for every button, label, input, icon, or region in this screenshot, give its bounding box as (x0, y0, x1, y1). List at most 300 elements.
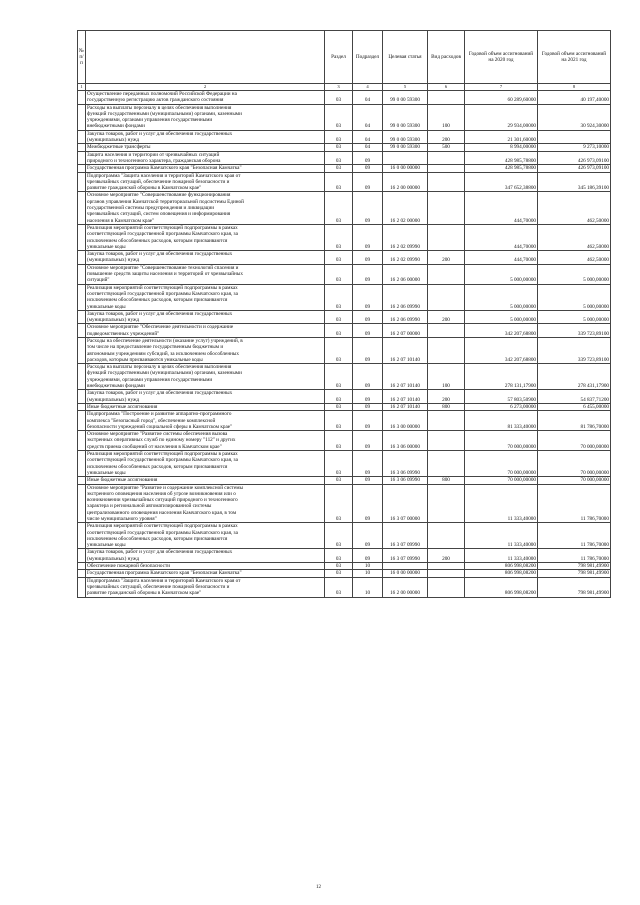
table-row (78, 337, 611, 363)
podrazdel-cell: 09 (353, 310, 383, 324)
amount-2021-cell: 339 723,89100 (538, 324, 611, 338)
vr-cell (428, 563, 465, 570)
amount-2020-cell: 428 985,78800 (465, 151, 538, 165)
razdel-cell: 03 (325, 403, 353, 410)
amount-2020-cell: 278 131,17900 (465, 364, 538, 390)
row-name-cell (86, 523, 325, 549)
table-row (78, 151, 611, 165)
row-name-line: Основное мероприятие "Развитие системы обеспечения вызова (87, 431, 228, 438)
row-name-cell (86, 172, 325, 192)
razdel-cell: 03 (325, 337, 353, 363)
row-name-line: (муниципальных) нужд (87, 396, 140, 403)
row-name-line: Иные бюджетные ассигнования (87, 403, 158, 410)
row-number-cell (78, 451, 86, 477)
csr-cell: 16 3 07 09990 (383, 523, 428, 549)
csr-cell: 16 2 07 10140 (383, 364, 428, 390)
row-number-cell (78, 104, 86, 130)
header-2021: Годовой объем ассигнований на 2021 год (538, 31, 611, 84)
row-name-cell (86, 151, 325, 165)
row-number-cell (78, 364, 86, 390)
podrazdel-cell: 09 (353, 484, 383, 523)
amount-2021-cell: 278 431,17900 (538, 364, 611, 390)
amount-2021-cell: 11 786,70000 (538, 549, 611, 563)
row-name-line: Государственная программа Камчатского края "Безопасная Камчатка" (87, 165, 242, 172)
podrazdel-cell: 09 (353, 251, 383, 265)
table-row (78, 104, 611, 130)
vr-cell: 200 (428, 130, 465, 144)
amount-2021-cell: 345 186,39100 (538, 172, 611, 192)
row-name-line: Защита населения и территории от чрезвычайных ситуаций (87, 151, 220, 158)
row-name-line: централизованного оповещения населения Камчатского края, в том (87, 509, 237, 516)
csr-cell: 16 2 06 09990 (383, 310, 428, 324)
razdel-cell: 03 (325, 165, 353, 172)
table-row (78, 563, 611, 570)
row-name-line: уникальные коды (87, 469, 126, 476)
table-header (78, 31, 611, 91)
row-name-line: (муниципальных) нужд (87, 257, 140, 264)
table-row (78, 144, 611, 151)
row-number-cell (78, 284, 86, 310)
podrazdel-cell: 09 (353, 337, 383, 363)
row-name-line: характера и региональной автоматизированной системы (87, 503, 212, 510)
amount-2020-cell: 57 803,50900 (465, 390, 538, 404)
razdel-cell: 03 (325, 451, 353, 477)
row-name-line: (муниципальных) нужд (87, 317, 140, 324)
column-number: 4 (353, 84, 383, 91)
row-name-cell (86, 284, 325, 310)
row-name-line: Закупка товаров, работ и услуг для обеспечения государственных (87, 130, 233, 137)
row-number-cell (78, 310, 86, 324)
amount-2020-cell: 11 333,40000 (465, 523, 538, 549)
header-razdel: Раздел (325, 31, 353, 84)
column-number: 5 (383, 84, 428, 91)
vr-cell: 200 (428, 549, 465, 563)
podrazdel-cell: 09 (353, 431, 383, 451)
row-name-cell (86, 411, 325, 431)
csr-cell: 16 3 06 09990 (383, 477, 428, 484)
row-name-line: Основное мероприятие "Развитие и содержание комплексной системы (87, 484, 244, 491)
row-name-cell (86, 390, 325, 404)
csr-cell: 16 3 06 09990 (383, 451, 428, 477)
row-name-cell (86, 144, 325, 151)
razdel-cell: 03 (325, 172, 353, 192)
podrazdel-cell: 04 (353, 91, 383, 105)
row-name-line: Осуществление переданных полномочий Российской Федерации на (87, 91, 237, 97)
row-name-line: расходов, которым присваиваются уникальные коды (87, 356, 203, 363)
csr-cell: 99 0 00 59300 (383, 91, 428, 105)
table-row (78, 172, 611, 192)
header-podrazdel: Подраздел (353, 31, 383, 84)
amount-2020-cell: 428 985,78800 (465, 165, 538, 172)
razdel-cell: 03 (325, 477, 353, 484)
row-number-cell (78, 91, 86, 105)
razdel-cell: 03 (325, 549, 353, 563)
podrazdel-cell: 09 (353, 403, 383, 410)
razdel-cell: 03 (325, 577, 353, 597)
amount-2021-cell: 30 924,30000 (538, 104, 611, 130)
header-name (86, 31, 325, 84)
row-name-line: экстренных оперативных служб по единому номеру "112" и других (87, 437, 236, 444)
row-number-cell (78, 165, 86, 172)
row-name-cell (86, 165, 325, 172)
amount-2021-cell: 70 000,00000 (538, 477, 611, 484)
row-name-line: функций государственными (муниципальными) органами, казенными (87, 370, 242, 377)
podrazdel-cell: 09 (353, 165, 383, 172)
table-row (78, 165, 611, 172)
csr-cell: 99 0 00 59300 (383, 104, 428, 130)
vr-cell (428, 577, 465, 597)
podrazdel-cell: 04 (353, 104, 383, 130)
podrazdel-cell: 09 (353, 477, 383, 484)
header-2020: Годовой объем ассигнований на 2020 год (465, 31, 538, 84)
razdel-cell: 03 (325, 563, 353, 570)
row-name-line: органов управления Камчатской территориальной подсистемы Единой (87, 198, 244, 205)
csr-cell: 16 2 02 09990 (383, 224, 428, 250)
razdel-cell: 03 (325, 144, 353, 151)
csr-cell: 16 2 02 09990 (383, 251, 428, 265)
row-name-line: подведомственных учреждений" (87, 330, 160, 337)
amount-2020-cell: 444,70000 (465, 224, 538, 250)
razdel-cell: 03 (325, 324, 353, 338)
row-name-line: Реализация мероприятий соответствующей подпрограммы в рамках (87, 523, 238, 530)
row-name-line: Основное мероприятие "Обеспечение деятельности и содержание (87, 324, 234, 331)
row-number-cell (78, 264, 86, 284)
row-number-cell (78, 570, 86, 577)
row-name-cell (86, 264, 325, 284)
row-name-line: чрезвычайных ситуаций, систем оповещения и информирования (87, 211, 231, 218)
row-number-cell (78, 563, 86, 570)
csr-cell: 99 0 00 59300 (383, 130, 428, 144)
table-row (78, 310, 611, 324)
razdel-cell: 03 (325, 390, 353, 404)
table-row (78, 431, 611, 451)
razdel-cell: 03 (325, 310, 353, 324)
amount-2021-cell (538, 130, 611, 144)
row-name-cell (86, 451, 325, 477)
razdel-cell: 03 (325, 484, 353, 523)
razdel-cell: 03 (325, 570, 353, 577)
csr-cell (383, 563, 428, 570)
header-csr: Целевая статья (383, 31, 428, 84)
budget-table (77, 30, 611, 598)
row-name-line: развитие гражданской обороны в Камчатском крае" (87, 590, 202, 597)
row-number-cell (78, 484, 86, 523)
vr-cell (428, 91, 465, 105)
csr-cell: 16 3 07 00000 (383, 484, 428, 523)
row-number-cell (78, 549, 86, 563)
row-name-cell (86, 192, 325, 224)
row-name-cell (86, 337, 325, 363)
vr-cell (428, 324, 465, 338)
vr-cell (428, 284, 465, 310)
row-name-line: (муниципальных) нужд (87, 555, 140, 562)
row-name-cell (86, 484, 325, 523)
column-number: 1 (78, 84, 86, 91)
row-name-line: Реализация мероприятий соответствующей подпрограммы в рамках (87, 451, 238, 458)
row-name-line: экстренного оповещения населения об угрозе возникновения или о (87, 490, 236, 497)
amount-2021-cell: 6 455,00000 (538, 403, 611, 410)
podrazdel-cell: 09 (353, 224, 383, 250)
vr-cell: 500 (428, 144, 465, 151)
vr-cell: 200 (428, 310, 465, 324)
table-body (78, 91, 611, 598)
row-name-cell (86, 477, 325, 484)
amount-2021-cell: 339 723,89100 (538, 337, 611, 363)
csr-cell: 16 2 07 10140 (383, 390, 428, 404)
header-no: № п/п (78, 31, 86, 84)
vr-cell (428, 484, 465, 523)
podrazdel-cell: 10 (353, 570, 383, 577)
row-number-cell (78, 431, 86, 451)
podrazdel-cell: 09 (353, 284, 383, 310)
amount-2021-cell: 798 981,49900 (538, 563, 611, 570)
csr-cell: 16 3 07 09990 (383, 549, 428, 563)
razdel-cell: 03 (325, 130, 353, 144)
row-name-cell (86, 431, 325, 451)
row-name-cell (86, 310, 325, 324)
row-name-line: внебюджетными фондами (87, 383, 145, 390)
row-name-cell (86, 577, 325, 597)
column-number: 8 (538, 84, 611, 91)
row-name-line: (муниципальных) нужд (87, 137, 140, 144)
amount-2021-cell: 462,50000 (538, 251, 611, 265)
row-name-line: Подпрограмма "Защита населения и территорий Камчатского края от (87, 172, 241, 179)
amount-2020-cell: 806 998,08200 (465, 570, 538, 577)
row-name-cell (86, 403, 325, 410)
amount-2021-cell: 426 973,09100 (538, 165, 611, 172)
razdel-cell: 03 (325, 224, 353, 250)
vr-cell (428, 151, 465, 165)
row-name-line: природного и техногенного характера, гражданская оборона (87, 157, 221, 164)
row-number-cell (78, 172, 86, 192)
column-number: 3 (325, 84, 353, 91)
amount-2020-cell: 5 000,00000 (465, 264, 538, 284)
amount-2020-cell: 342 207,68800 (465, 337, 538, 363)
podrazdel-cell: 10 (353, 563, 383, 570)
row-name-line: уникальные коды (87, 243, 126, 250)
csr-cell: 16 2 06 00000 (383, 264, 428, 284)
row-name-line: повышение средств защиты населения и территорий от чрезвычайных (87, 271, 243, 278)
amount-2021-cell: 70 000,00000 (538, 431, 611, 451)
row-name-line: автономным учреждениям субсидий, за исключением обособленных (87, 350, 239, 357)
vr-cell: 800 (428, 403, 465, 410)
vr-cell (428, 431, 465, 451)
table-row (78, 284, 611, 310)
row-name-cell (86, 224, 325, 250)
column-number: 6 (428, 84, 465, 91)
row-number-cell (78, 390, 86, 404)
row-name-line: том числе на предоставление государственным бюджетным и (87, 344, 224, 351)
vr-cell: 200 (428, 390, 465, 404)
podrazdel-cell: 09 (353, 549, 383, 563)
podrazdel-cell: 09 (353, 324, 383, 338)
column-number: 2 (86, 84, 325, 91)
amount-2020-cell: 342 207,68800 (465, 324, 538, 338)
row-name-line: Подпрограмма "Построение и развитие аппаратно-программного (87, 411, 232, 418)
amount-2020-cell: 11 333,40000 (465, 484, 538, 523)
row-name-line: Закупка товаров, работ и услуг для обеспечения государственных (87, 549, 233, 556)
amount-2021-cell: 798 981,49900 (538, 577, 611, 597)
csr-cell: 16 0 00 00000 (383, 165, 428, 172)
table-row (78, 484, 611, 523)
amount-2020-cell: 347 652,38800 (465, 172, 538, 192)
table-row (78, 549, 611, 563)
amount-2020-cell: 806 998,08200 (465, 563, 538, 570)
row-number-cell (78, 403, 86, 410)
row-name-cell (86, 251, 325, 265)
row-name-line: Реализация мероприятий соответствующей подпрограммы в рамках (87, 284, 238, 291)
row-name-line: Расходы на выплаты персоналу в целях обеспечения выполнения (87, 104, 232, 111)
amount-2020-cell: 5 000,00000 (465, 310, 538, 324)
table-row (78, 264, 611, 284)
amount-2021-cell: 798 981,49900 (538, 570, 611, 577)
row-name-cell (86, 563, 325, 570)
row-name-line: развитие гражданской обороны в Камчатском крае" (87, 185, 202, 192)
podrazdel-cell: 09 (353, 151, 383, 165)
vr-cell: 100 (428, 104, 465, 130)
amount-2021-cell: 9 273,10000 (538, 144, 611, 151)
razdel-cell: 03 (325, 364, 353, 390)
row-name-line: соответствующей государственной программы Камчатского края, за (87, 290, 238, 297)
amount-2020-cell: 70 000,00000 (465, 431, 538, 451)
row-name-cell (86, 104, 325, 130)
row-number-cell (78, 130, 86, 144)
row-name-line: уникальные коды (87, 303, 126, 310)
row-name-line: числе муниципального уровня" (87, 516, 157, 522)
row-name-line: исключением обособленных расходов, которым присваиваются (87, 237, 228, 244)
csr-cell: 99 0 00 59300 (383, 144, 428, 151)
row-name-line: ситуаций" (87, 277, 110, 284)
vr-cell (428, 165, 465, 172)
table-row (78, 577, 611, 597)
amount-2021-cell: 54 837,71200 (538, 390, 611, 404)
row-name-cell (86, 324, 325, 338)
row-name-line: Подпрограмма "Защита населения и территорий Камчатского края от (87, 577, 241, 584)
amount-2021-cell: 5 000,00000 (538, 264, 611, 284)
row-name-line: населения в Камчатском крае" (87, 217, 155, 224)
csr-cell: 16 2 07 10140 (383, 403, 428, 410)
row-name-line: исключением обособленных расходов, которым присваиваются (87, 463, 228, 470)
amount-2021-cell: 5 000,00000 (538, 284, 611, 310)
table-row (78, 403, 611, 410)
table-row (78, 451, 611, 477)
row-name-cell (86, 364, 325, 390)
table-row (78, 364, 611, 390)
row-number-cell (78, 523, 86, 549)
page-number: 12 (316, 885, 321, 890)
csr-cell: 16 3 00 00000 (383, 411, 428, 431)
row-name-line: учреждениями, органами управления государственными (87, 117, 213, 124)
razdel-cell: 03 (325, 151, 353, 165)
amount-2020-cell: 806 998,08200 (465, 577, 538, 597)
row-name-line: Закупка товаров, работ и услуг для обеспечения государственных (87, 390, 233, 397)
amount-2021-cell: 462,50000 (538, 192, 611, 224)
row-name-cell (86, 91, 325, 105)
vr-cell: 800 (428, 477, 465, 484)
row-name-line: соответствующей государственной программы Камчатского края, за (87, 457, 238, 464)
podrazdel-cell: 10 (353, 577, 383, 597)
amount-2021-cell: 462,50000 (538, 224, 611, 250)
row-name-line: Основное мероприятие "Совершенствование технологий спасения и (87, 264, 239, 271)
row-name-line: внебюджетными фондами (87, 123, 145, 130)
vr-cell (428, 192, 465, 224)
vr-cell (428, 411, 465, 431)
row-name-line: уникальные коды (87, 542, 126, 549)
row-name-line: Государственная программа Камчатского края "Безопасная Камчатка" (87, 570, 242, 577)
razdel-cell: 03 (325, 523, 353, 549)
vr-cell: 100 (428, 364, 465, 390)
razdel-cell: 03 (325, 411, 353, 431)
amount-2020-cell: 11 333,40000 (465, 549, 538, 563)
row-name-line: комплекса "Безопасный город", обеспечение комплексной (87, 417, 216, 424)
table-row (78, 192, 611, 224)
amount-2020-cell: 21 301,60000 (465, 130, 538, 144)
row-name-line: учреждениями, органами управления государственными (87, 376, 213, 383)
row-name-line: исключением обособленных расходов, которым присваиваются (87, 297, 228, 304)
row-name-line: Расходы на обеспечение деятельности (оказание услуг) учреждений, в (87, 337, 243, 344)
razdel-cell: 03 (325, 284, 353, 310)
row-number-cell (78, 151, 86, 165)
row-number-cell (78, 411, 86, 431)
row-number-cell (78, 577, 86, 597)
vr-cell (428, 451, 465, 477)
row-name-line: функций государственными (муниципальными) органами, казенными (87, 110, 242, 117)
vr-cell (428, 337, 465, 363)
amount-2021-cell: 81 786,70000 (538, 411, 611, 431)
vr-cell (428, 264, 465, 284)
table-row (78, 411, 611, 431)
podrazdel-cell: 09 (353, 264, 383, 284)
table-row (78, 570, 611, 577)
row-number-cell (78, 192, 86, 224)
csr-cell: 16 3 06 00000 (383, 431, 428, 451)
amount-2020-cell: 444,70000 (465, 192, 538, 224)
amount-2020-cell: 5 000,00000 (465, 284, 538, 310)
row-name-line: государственную регистрацию актов гражданского состояния (87, 97, 224, 104)
vr-cell (428, 523, 465, 549)
vr-cell (428, 172, 465, 192)
row-number-cell (78, 144, 86, 151)
row-name-line: Реализация мероприятий соответствующей подпрограммы в рамках (87, 224, 238, 231)
csr-cell: 16 2 06 09990 (383, 284, 428, 310)
amount-2021-cell: 40 197,40000 (538, 91, 611, 105)
razdel-cell: 03 (325, 104, 353, 130)
amount-2021-cell: 11 786,70000 (538, 523, 611, 549)
table-row (78, 523, 611, 549)
table-row (78, 224, 611, 250)
podrazdel-cell: 09 (353, 390, 383, 404)
row-name-line: возникновении чрезвычайных ситуаций природного и техногенного (87, 497, 238, 504)
row-name-line: Закупка товаров, работ и услуг для обеспечения государственных (87, 310, 233, 317)
podrazdel-cell: 04 (353, 130, 383, 144)
amount-2020-cell: 29 934,00000 (465, 104, 538, 130)
csr-cell: 16 2 02 00000 (383, 192, 428, 224)
csr-cell: 16 0 00 00000 (383, 570, 428, 577)
row-name-line: соответствующей государственной программы Камчатского края, за (87, 529, 238, 536)
podrazdel-cell: 09 (353, 364, 383, 390)
row-name-line: Закупка товаров, работ и услуг для обеспечения государственных (87, 251, 233, 258)
podrazdel-cell: 09 (353, 523, 383, 549)
vr-cell (428, 224, 465, 250)
csr-cell: 16 2 00 00000 (383, 172, 428, 192)
row-name-line: средств приема сообщений от населения в Камчатском крае" (87, 443, 222, 450)
row-name-line: чрезвычайных ситуаций, обеспечение пожарной безопасности и (87, 178, 230, 185)
csr-cell (383, 151, 428, 165)
amount-2020-cell: 6 273,00000 (465, 403, 538, 410)
table-row (78, 390, 611, 404)
amount-2021-cell: 70 000,00000 (538, 451, 611, 477)
podrazdel-cell: 09 (353, 172, 383, 192)
